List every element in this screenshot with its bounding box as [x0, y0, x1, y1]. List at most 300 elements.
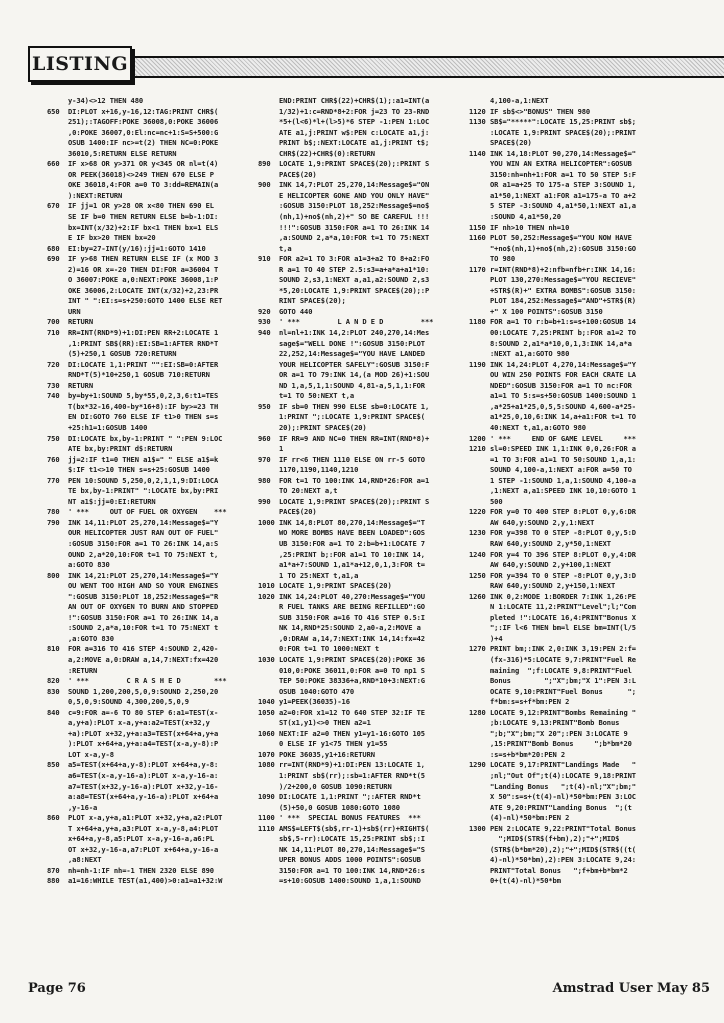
line-number: [258, 834, 279, 845]
code-text: UB 3150:FOR a=1 TO 2:b=b+1:LOCATE 7: [279, 538, 425, 548]
code-line: [258, 581, 466, 592]
code-text: x+64+a,y-8,a5:PLOT x-a,y-16-a,a6:PL: [68, 834, 214, 844]
code-line: [258, 666, 466, 677]
code-text: 40:NEXT t,a1,a:GOTO 980: [490, 422, 586, 432]
header-stripe: [128, 56, 724, 78]
code-line: [469, 528, 677, 539]
line-number: 1060: [258, 728, 275, 738]
code-text: 22,252,14:Message$="YOU HAVE LANDED: [279, 349, 425, 359]
code-text: YOU WIN AN EXTRA HELICOPTER":GOSUB: [490, 159, 632, 169]
code-line: [47, 201, 255, 212]
line-number: [469, 486, 490, 497]
code-line: [258, 824, 466, 835]
code-line: [258, 876, 466, 887]
code-line: [469, 676, 677, 687]
code-text: sb$,5-rr):LOCATE 15,25:PRINT sb$;:I: [279, 834, 425, 844]
line-number: 1080: [258, 760, 275, 770]
code-line: [47, 845, 255, 856]
line-number: [47, 539, 68, 550]
code-text: a,2:MOVE a,0:DRAW a,14,7:NEXT:fx=420: [68, 654, 219, 664]
code-line: [47, 592, 255, 603]
line-number: 1260: [469, 591, 486, 601]
line-number: [47, 117, 68, 128]
code-line: [47, 813, 255, 824]
line-number: [47, 634, 68, 645]
code-line: [469, 138, 677, 149]
code-line: [469, 212, 677, 223]
code-text: ' *** OUT OF FUEL OR OXYGEN ***: [68, 507, 227, 517]
code-text: N 1:LOCATE 11,2:PRINT"Level";l;"Com: [490, 602, 636, 612]
code-text: NK 14,11:PLOT 80,270,14:Message$="S: [279, 844, 425, 854]
code-text: SPACE$(20): [490, 138, 532, 148]
code-line: [258, 476, 466, 487]
line-number: [47, 560, 68, 571]
line-number: 1170: [469, 264, 486, 274]
line-number: 830: [47, 686, 60, 696]
line-number: [469, 602, 490, 613]
code-line: [47, 423, 255, 434]
line-number: [469, 845, 490, 856]
line-number: 880: [47, 876, 60, 886]
line-number: 760: [47, 454, 60, 464]
line-number: 1110: [258, 823, 275, 833]
line-number: [258, 602, 279, 613]
code-line: [469, 697, 677, 708]
code-text: :NEXT a1,a:GOTO 980: [490, 349, 570, 359]
line-number: [47, 771, 68, 782]
code-text: 36010,5:RETURN ELSE RETURN: [68, 148, 177, 158]
line-number: [47, 792, 68, 803]
line-number: [469, 307, 490, 318]
line-number: [469, 254, 490, 265]
code-text: ' *** SPECIAL BONUS FEATURES ***: [279, 813, 421, 823]
code-text: PEN 10:SOUND 5,250,0,2,1,1,9:DI:LOCA: [68, 475, 219, 485]
line-number: [258, 339, 279, 350]
line-number: 730: [47, 380, 60, 390]
code-text: ,1:PRINT SB$(RR):EI:SB=1:AFTER RND*T: [68, 338, 219, 348]
code-line: [469, 381, 677, 392]
code-text: OKE 36006,2:LOCATE INT(x/32)+2,23:PR: [68, 285, 219, 295]
code-line: [47, 613, 255, 624]
code-text: ND 1,a,5,1,1:SOUND 4,81-a,5,1,1:FOR: [279, 380, 425, 390]
line-number: [469, 96, 490, 107]
code-text: 1 STEP -1:SOUND 1,a,1:SOUND 4,100-a: [490, 475, 636, 485]
line-number: 1040: [258, 697, 275, 707]
code-text: O 36007:POKE a,0:NEXT:POKE 36008,1:P: [68, 275, 219, 285]
code-line: [469, 803, 677, 814]
code-line: [258, 212, 466, 223]
line-number: [47, 592, 68, 603]
line-number: [258, 138, 279, 149]
line-number: [258, 381, 279, 392]
code-text: IF RR=9 AND NC=0 THEN RR=INT(RND*8)+: [279, 433, 430, 443]
code-text: 2)=16 OR x=-20 THEN DI:FOR a=36004 T: [68, 264, 219, 274]
line-number: [258, 212, 279, 223]
code-line: [258, 697, 466, 708]
code-text: FOR a=316 TO 416 STEP 4:SOUND 2,420-: [68, 644, 219, 654]
code-text: =1 TO 3:FOR a1=1 TO 50:SOUND 1,a,1:: [490, 454, 636, 464]
code-text: nl=nl+1:INK 14,2:PLOT 240,270,14:Mes: [279, 328, 430, 338]
code-text: PLOT 50,252:Message$="YOU NOW HAVE: [490, 233, 632, 243]
line-number: [47, 845, 68, 856]
code-line: [47, 550, 255, 561]
code-text: by=by+1:SOUND 5,by*55,0,2,3,6:t1=TES: [68, 391, 219, 401]
code-text: ):NEXT:RETURN: [68, 190, 123, 200]
line-number: [469, 697, 490, 708]
line-number: [47, 96, 68, 107]
code-text: t,a: [279, 243, 292, 253]
code-line: [258, 317, 466, 328]
code-text: a:GOTO 830: [68, 560, 110, 570]
code-text: *5,20:LOCATE 1,9:PRINT SPACE$(20);:P: [279, 285, 430, 295]
code-text: GOTO 440: [279, 306, 313, 316]
line-number: [47, 486, 68, 497]
code-text: ,a:SOUND 2,a*a,10:FOR t=1 TO 75:NEXT: [279, 233, 430, 243]
code-line: [47, 117, 255, 128]
line-number: [47, 602, 68, 613]
code-line: [47, 328, 255, 339]
code-text: 1:PRINT ";:LOCATE 1,9:PRINT SPACE$(: [279, 412, 425, 422]
code-text: RND*T(5)*10+250,1 GOSUB 710:RETURN: [68, 370, 210, 380]
line-number: [258, 423, 279, 434]
code-text: ";b;"X";bm;"X 20";:PEN 3:LOCATE 9: [490, 728, 628, 738]
code-text: sage$="WELL DONE !":GOSUB 3150:PLOT: [279, 338, 425, 348]
code-text: DI:LOCATE bx,by-1:PRINT " ":PEN 9:LOC: [68, 433, 223, 443]
code-line: [469, 518, 677, 529]
code-text: a:a8=TEST(x+64+a,y-16-a):PLOT x+64+a: [68, 792, 219, 802]
code-line: [258, 845, 466, 856]
code-line: [258, 254, 466, 265]
code-line: [47, 834, 255, 845]
code-text: ,0:DRAW a,14,7:NEXT:INK 14,14:fx=42: [279, 633, 425, 643]
line-number: 680: [47, 243, 60, 253]
code-text: ";MID$(STR$(f+bm),2);"+";MID$: [490, 834, 620, 844]
code-line: [469, 560, 677, 571]
line-number: [47, 497, 68, 508]
code-text: !!!":GOSUB 3150:FOR a=1 TO 26:INK 14: [279, 222, 430, 232]
code-line: [469, 170, 677, 181]
line-number: 1230: [469, 528, 486, 538]
code-text: a5=TEST(x+64+a,y-8):PLOT x+64+a,y-8:: [68, 760, 219, 770]
code-text: 1 TO 25:NEXT t,a1,a: [279, 570, 359, 580]
line-number: 1010: [258, 581, 275, 591]
line-number: [469, 191, 490, 202]
line-number: [469, 476, 490, 487]
line-number: 1130: [469, 117, 486, 127]
code-line: [47, 697, 255, 708]
code-line: [469, 96, 677, 107]
code-line: [47, 465, 255, 476]
line-number: 840: [47, 707, 60, 717]
line-number: [47, 834, 68, 845]
listing-header-banner: [28, 46, 724, 80]
line-number: 1200: [469, 433, 486, 443]
code-line: [469, 370, 677, 381]
line-number: [258, 170, 279, 181]
code-line: [469, 634, 677, 645]
code-line: [47, 708, 255, 719]
code-line: [258, 497, 466, 508]
code-line: [469, 402, 677, 413]
line-number: 980: [258, 475, 271, 485]
code-text: sl=0:SPEED INK 1,1:INK 0,0,26:FOR a: [490, 444, 636, 454]
line-number: 1160: [469, 233, 486, 243]
code-text: y1=PEEK(36035)-16: [279, 697, 350, 707]
code-line: [469, 328, 677, 339]
code-text: 0:FOR t=1 TO 1000:NEXT t: [279, 644, 380, 654]
line-number: [258, 644, 279, 655]
code-line: [258, 655, 466, 666]
line-number: 890: [258, 159, 271, 169]
code-text: jj=2:IF t1=0 THEN a1$=" " ELSE a1$=k: [68, 454, 219, 464]
line-number: [258, 412, 279, 423]
code-line: [47, 339, 255, 350]
line-number: [258, 687, 279, 698]
line-number: 1290: [469, 760, 486, 770]
code-line: [258, 676, 466, 687]
code-text: 0 ELSE IF y1<75 THEN y1=55: [279, 739, 388, 749]
code-line: [469, 708, 677, 719]
line-number: [258, 349, 279, 360]
code-line: [469, 718, 677, 729]
code-line: [469, 666, 677, 677]
line-number: 1220: [469, 507, 486, 517]
code-line: [258, 518, 466, 529]
line-number: [469, 180, 490, 191]
code-text: X 50":s=s+(t(4)-nl)*50*bm:PEN 3:LOC: [490, 792, 636, 802]
code-text: "+no$(nh,1)+no$(nh,2):GOSUB 3150:GO: [490, 243, 636, 253]
code-line: [47, 455, 255, 466]
line-number: 870: [47, 865, 60, 875]
code-text: ):PLOT x+64+a,y+a:a4=TEST(x-a,y-8):P: [68, 739, 219, 749]
line-number: 1280: [469, 707, 486, 717]
code-line: [47, 223, 255, 234]
code-text: +25:h1=1:GOSUB 1400: [68, 422, 148, 432]
line-number: 790: [47, 517, 60, 527]
code-line: [258, 349, 466, 360]
code-line: [258, 792, 466, 803]
line-number: [47, 191, 68, 202]
code-line: [258, 623, 466, 634]
code-text: PACE$(20): [279, 507, 317, 517]
code-line: [258, 486, 466, 497]
line-number: 1000: [258, 517, 275, 527]
line-number: [258, 739, 279, 750]
code-line: [469, 159, 677, 170]
code-text: 5 STEP -3:SOUND 4,a1*50,1:NEXT a1,a: [490, 201, 636, 211]
code-line: [469, 201, 677, 212]
line-number: [469, 771, 490, 782]
line-number: [469, 855, 490, 866]
code-line: [47, 149, 255, 160]
listing-column-3: [469, 96, 677, 887]
code-text: =s+10:GOSUB 1400:SOUND 1,a,1:SOUND: [279, 876, 421, 886]
code-text: 251);:TAGOFF:POKE 36008,0:POKE 36006: [68, 117, 219, 127]
line-number: 810: [47, 644, 60, 654]
code-text: IF y>68 THEN RETURN ELSE IF (x MOD 3: [68, 254, 219, 264]
code-text: (STR$(b*bm*20),2);"+";MID$(STR$((t(: [490, 844, 636, 854]
line-number: [258, 486, 279, 497]
line-number: [469, 391, 490, 402]
code-text: E HELICOPTER GONE AND YOU ONLY HAVE": [279, 190, 430, 200]
code-text: INK 14,18:PLOT 90,270,14:Message$=": [490, 148, 636, 158]
code-text: PLOT x-a,y+a,a1:PLOT x+32,y+a,a2:PLOT: [68, 813, 223, 823]
code-line: [258, 286, 466, 297]
code-line: [47, 138, 255, 149]
line-number: [47, 528, 68, 539]
line-number: [47, 402, 68, 413]
line-number: 1120: [469, 106, 486, 116]
line-number: [258, 391, 279, 402]
code-text: UPER BONUS ADDS 1000 POINTS":GOSUB: [279, 855, 421, 865]
line-number: [258, 275, 279, 286]
line-number: [469, 402, 490, 413]
code-text: DI:LOCATE 1,1:PRINT ";:AFTER RND*t: [279, 792, 421, 802]
code-line: [258, 550, 466, 561]
line-number: [469, 613, 490, 624]
code-line: [469, 349, 677, 360]
code-text: OT x+32,y-16-a,a7:PLOT x+64+a,y-16-a: [68, 844, 219, 854]
code-line: [469, 465, 677, 476]
line-number: [47, 855, 68, 866]
code-line: [469, 455, 677, 466]
line-number: [47, 275, 68, 286]
line-number: [258, 96, 279, 107]
line-number: [47, 750, 68, 761]
code-text: (fx-316)*5:LOCATE 9,7:PRINT"Fuel Re: [490, 654, 636, 664]
line-number: [469, 539, 490, 550]
code-line: [469, 275, 677, 286]
code-text: 0+(t(4)-nl)*50*bm: [490, 876, 561, 886]
code-line: [47, 855, 255, 866]
code-line: [47, 212, 255, 223]
line-number: 940: [258, 328, 271, 338]
line-number: [47, 718, 68, 729]
code-line: [47, 876, 255, 887]
code-line: [47, 634, 255, 645]
code-line: [469, 687, 677, 698]
code-line: [47, 96, 255, 107]
code-text: (4)-nl)*50*bm:PEN 2: [490, 813, 570, 823]
code-line: [47, 760, 255, 771]
line-number: [47, 412, 68, 423]
line-number: [258, 149, 279, 160]
code-line: [469, 339, 677, 350]
line-number: [469, 750, 490, 761]
line-number: 1270: [469, 644, 486, 654]
line-number: 990: [258, 496, 271, 506]
code-text: 0,5,0,9:SOUND 4,300,200,5,0,9: [68, 697, 189, 707]
code-line: [469, 107, 677, 118]
line-number: [469, 201, 490, 212]
line-number: [258, 107, 279, 118]
line-number: [469, 834, 490, 845]
code-line: [47, 539, 255, 550]
code-line: [258, 296, 466, 307]
line-number: [469, 866, 490, 877]
code-line: [469, 254, 677, 265]
code-text: FOR y=4 TO 396 STEP 8:PLOT 0,y,4:DR: [490, 549, 636, 559]
code-text: FOR y=0 TO 400 STEP 8:PLOT 0,y,6:DR: [490, 507, 636, 517]
code-text: NK 14,RND*25:SOUND 2,a0-a,2:MOVE a: [279, 623, 421, 633]
code-line: [47, 381, 255, 392]
code-text: )/2+200,0 GOSUB 1090:RETURN: [279, 781, 392, 791]
code-line: [258, 381, 466, 392]
code-text: 1: [279, 444, 284, 454]
code-text: DI:LOCATE 1,1:PRINT "":EI:SB=0:AFTER: [68, 359, 219, 369]
code-line: [258, 328, 466, 339]
line-number: [469, 159, 490, 170]
code-line: [258, 180, 466, 191]
line-number: 740: [47, 391, 60, 401]
code-text: INK 14,24:PLOT 4,270,14:Message$="Y: [490, 359, 636, 369]
line-number: 650: [47, 106, 60, 116]
code-line: [258, 159, 466, 170]
code-line: [469, 876, 677, 887]
code-line: [258, 634, 466, 645]
code-text: ,1:NEXT a,a1:SPEED INK 10,10:GOTO 1: [490, 486, 636, 496]
line-number: [47, 423, 68, 434]
code-text: a,y+a):PLOT x-a,y+a:a2=TEST(x+32,y: [68, 718, 210, 728]
line-number: 1140: [469, 148, 486, 158]
code-text: ,y-16-a: [68, 802, 98, 812]
code-text: ATE 9,20:PRINT"Landing Bonus ";(t: [490, 802, 632, 812]
code-line: [47, 444, 255, 455]
code-line: [469, 223, 677, 234]
code-line: [258, 571, 466, 582]
code-text: OU WIN 250 POINTS FOR EACH CRATE LA: [490, 370, 636, 380]
line-number: [469, 634, 490, 645]
code-text: SOUND 4,100-a,1:NEXT a:FOR a=50 TO: [490, 465, 632, 475]
code-line: [47, 655, 255, 666]
code-text: +" X 100 POINTS":GOSUB 3150: [490, 306, 603, 316]
code-line: [47, 180, 255, 191]
code-text: END:PRINT CHR$(22)+CHR$(1);:a1=INT(a: [279, 96, 430, 105]
code-line: [469, 412, 677, 423]
line-number: [258, 507, 279, 518]
code-line: [258, 834, 466, 845]
line-number: [258, 866, 279, 877]
line-number: [47, 233, 68, 244]
code-line: [469, 476, 677, 487]
code-text: POKE 36035,y1+16:RETURN: [279, 749, 375, 759]
code-line: [469, 128, 677, 139]
code-line: [469, 729, 677, 740]
code-text: *5+(l<6)*l+(l>5)*6 STEP -1:PEN 1:LOC: [279, 117, 430, 127]
line-number: [469, 381, 490, 392]
code-line: [258, 128, 466, 139]
code-text: FOR t=1 TO 100:INK 14,RND*26:FOR a=1: [279, 475, 430, 485]
code-text: r=INT(RND*8)+2:nfb=nfb+r:INK 14,16:: [490, 264, 636, 274]
line-number: [258, 550, 279, 561]
code-line: [47, 254, 255, 265]
code-text: ";:IF l<6 THEN bm=l ELSE bm=INT(l/5: [490, 623, 636, 633]
line-number: [258, 718, 279, 729]
code-line: [47, 233, 255, 244]
code-line: [47, 286, 255, 297]
line-number: 850: [47, 760, 60, 770]
code-line: [469, 834, 677, 845]
code-text: DI:PLOT x+16,y-16,12:TAG:PRINT CHR$(: [68, 106, 219, 116]
code-line: [469, 244, 677, 255]
line-number: [469, 813, 490, 824]
line-number: [258, 265, 279, 276]
line-number: 1210: [469, 444, 486, 454]
code-line: [258, 391, 466, 402]
code-text: FOR y=398 TO 0 STEP -8:PLOT 0,y,5:D: [490, 528, 636, 538]
line-number: 1050: [258, 707, 275, 717]
code-text: R a=1 TO 40 STEP 2.5:s3=a+a*a+a1*10:: [279, 264, 430, 274]
